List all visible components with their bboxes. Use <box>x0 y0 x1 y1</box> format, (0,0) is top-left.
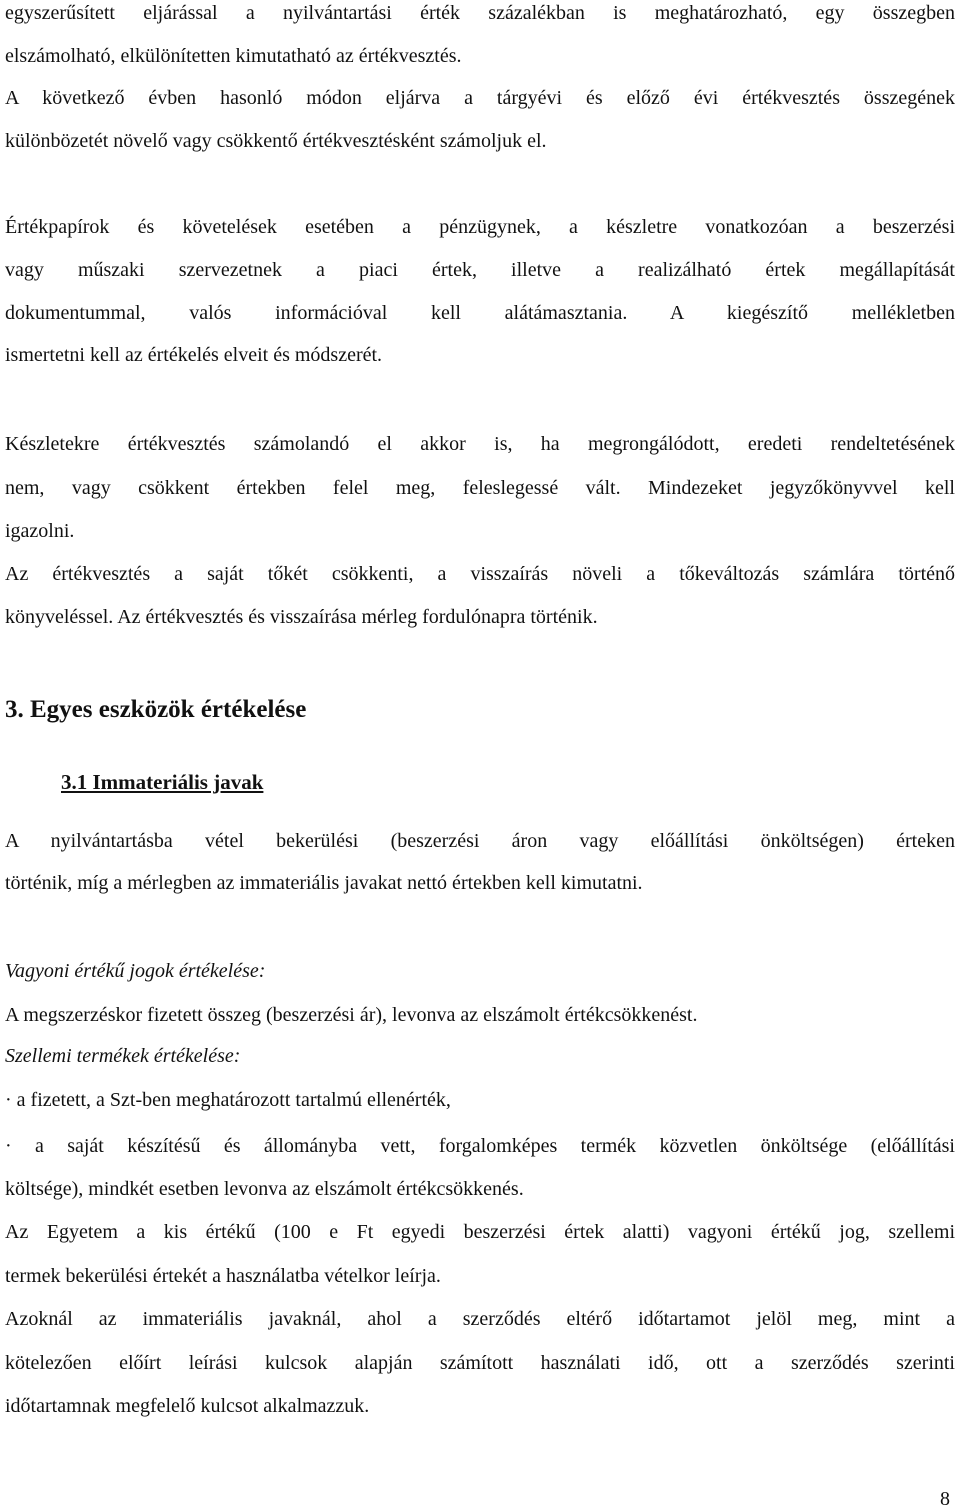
paragraph-line: A nyilvántartásba vétel bekerülési (beszerzési áron vagy előállítási önköltségen) érteken <box>5 830 955 852</box>
paragraph-line: történik, míg a mérlegben az immateriális javakat nettó értekben kell kimutatni. <box>5 872 643 894</box>
paragraph-line: időtartamnak megfelelő kulcsot alkalmazzuk. <box>5 1395 370 1417</box>
paragraph-line: Az Egyetem a kis értékű (100 e Ft egyedi beszerzési értek alatti) vagyoni értékű jog, szellemi <box>5 1221 955 1243</box>
italic-label: Vagyoni értékű jogok értékelése: <box>5 960 266 982</box>
italic-label: Szellemi termékek értékelése: <box>5 1045 241 1067</box>
page-number: 8 <box>940 1488 950 1510</box>
section-heading: 3. Egyes eszközök értékelése <box>5 696 307 723</box>
paragraph-line: dokumentummal, valós információval kell alátámasztania. A kiegészítő mellékletben <box>5 302 955 324</box>
paragraph-line: ismertetni kell az értékelés elveit és módszerét. <box>5 344 383 366</box>
paragraph-line: elszámolható, elkülönítetten kimutatható az értékvesztés. <box>5 45 462 67</box>
paragraph-line: Azoknál az immateriális javaknál, ahol a szerződés eltérő időtartamot jelöl meg, mint a <box>5 1308 955 1330</box>
paragraph-line: Készletekre értékvesztés számolandó el akkor is, ha megrongálódott, eredeti rendeltetésének <box>5 433 955 455</box>
paragraph-line: különbözetét növelő vagy csökkentő értékvesztésként számoljuk el. <box>5 130 547 152</box>
paragraph-line: igazolni. <box>5 520 75 542</box>
bullet-item: · a fizetett, a Szt-ben meghatározott tartalmú ellenérték, <box>5 1089 451 1111</box>
paragraph-line: Az értékvesztés a saját tőkét csökkenti, a visszaírás növeli a tőkeváltozás számlára történő <box>5 563 955 585</box>
paragraph-line: A következő évben hasonló módon eljárva a tárgyévi és előző évi értékvesztés összegének <box>5 87 955 109</box>
paragraph-line: egyszerűsített eljárással a nyilvántartási érték százalékban is meghatározható, egy összegben <box>5 2 955 24</box>
subsection-heading: 3.1 Immateriális javak <box>61 770 264 794</box>
paragraph-line: könyveléssel. Az értékvesztés és visszaírása mérleg fordulónapra történik. <box>5 606 598 628</box>
paragraph-line: termek bekerülési értekét a használatba vételkor leírja. <box>5 1265 441 1287</box>
paragraph-line: nem, vagy csökkent értekben felel meg, feleslegessé vált. Mindezeket jegyzőkönyvvel kell <box>5 477 955 499</box>
paragraph-line: vagy műszaki szervezetnek a piaci értek, illetve a realizálható értek megállapítását <box>5 259 955 281</box>
paragraph-line: költsége), mindkét esetben levonva az elszámolt értékcsökkenés. <box>5 1178 524 1200</box>
bullet-item: · a saját készítésű és állományba vett, forgalomképes termék közvetlen önköltsége (előállítási <box>5 1135 955 1157</box>
paragraph-line: Értékpapírok és követelések esetében a pénzügynek, a készletre vonatkozóan a beszerzési <box>5 216 955 238</box>
paragraph-line: kötelezően előírt leírási kulcsok alapján számított használati idő, ott a szerződés szerinti <box>5 1352 955 1374</box>
paragraph-line: A megszerzéskor fizetett összeg (beszerzési ár), levonva az elszámolt értékcsökkenést. <box>5 1004 698 1026</box>
